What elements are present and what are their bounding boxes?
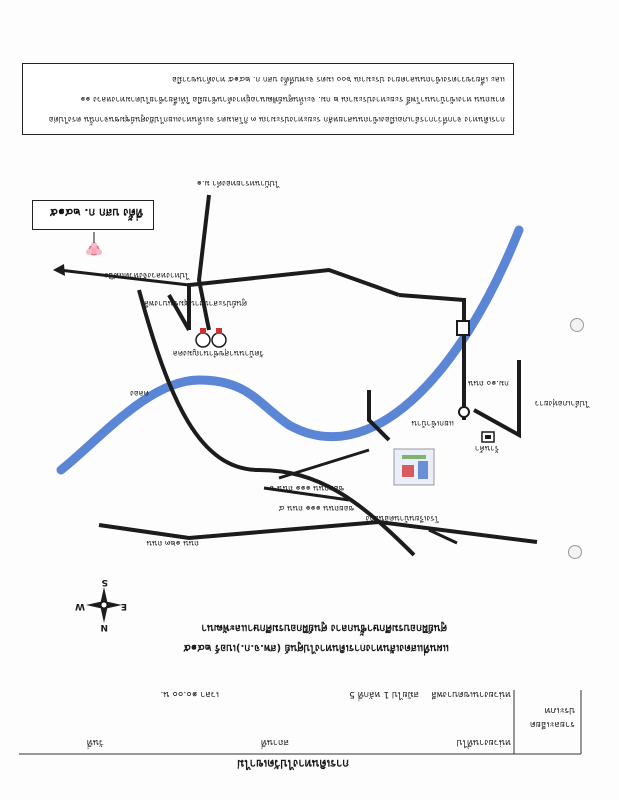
- canal-path: [61, 230, 519, 470]
- label-school: โรงเรียนบ้านดอนย่าง: [365, 514, 439, 523]
- compass-n: N: [100, 622, 108, 632]
- junction-marker-icon: [459, 407, 469, 417]
- header-col-location: สถานที่: [260, 737, 289, 747]
- bridge-icon: [457, 321, 469, 335]
- label-office: ศูนย์ประสานงานชุมชนบางพลี: [144, 299, 247, 308]
- label-canal: คลอง: [130, 389, 149, 398]
- label-road-bottom: ถนน ๑๒๓ ถนน: [146, 539, 199, 548]
- compass-w: W: [75, 601, 85, 611]
- label-intersection: แยกเข้าบ้าน: [411, 419, 454, 428]
- label-road-right: ไปอำเภอทุ่งยาว: [534, 399, 589, 408]
- header-row-ward2: ประเภท: [544, 705, 575, 715]
- label-road-top: ไปบ้านทรายทองคำ ม.๑: [196, 179, 279, 188]
- compass-rose-icon: [86, 587, 122, 623]
- header-col-ward: หน่วยงานที่ไป: [456, 737, 511, 747]
- arrow-head-icon: [53, 264, 65, 276]
- compass-e: E: [120, 601, 127, 611]
- header-row-label: รายละเอียด: [529, 719, 575, 729]
- compass-s: S: [101, 577, 108, 587]
- map-title-line1: แผนที่แสดงเส้นทางการเดินทางไปศูนย์ (สพ.จ.ก.)เบอร์ ๒๔๑๕: [183, 642, 449, 653]
- notice-line-3: และ เลี้ยวขวาตรงเข้าถนนลาดยาง ประมาณ ๖๐๐ เมตร จะพบที่ตั้ง บสก ก. ๒๔๑๕ ทางด้านขวามือ: [172, 75, 505, 84]
- directions-notice: [22, 63, 514, 135]
- destination-box: [32, 200, 154, 230]
- temple-icon: [196, 328, 226, 347]
- header-row-ward: หน่วยงานเขตบางพลี: [431, 689, 511, 699]
- road-soi-lower: [279, 450, 369, 478]
- label-temple: วัดบ้านนาสุขชำนาญมงคล: [172, 349, 264, 358]
- header-row-time: เวลา ๑๐.๐๐ น.: [160, 689, 219, 699]
- label-soi-5: ซอยถนน ๑๑๑ ถนน ๖: [269, 484, 344, 493]
- header-title: การเดินทางไปวัดเขาไม่: [236, 757, 349, 770]
- notice-line-2: ตามถนน ทางเข้าบ้านนาโพธิ์ ระยะทางประมาณ ๒ กม. จะเห็นศูนย์พัฒนาอยู่ทางด้านซ้ายมือ ให้เลี้ยวซ้ายไปตามทางหลวง ๑๑: [80, 95, 505, 104]
- header-col-date: วันที่: [86, 737, 104, 747]
- label-market: ร้านค้า: [474, 444, 499, 453]
- destination-label: ที่ตั้ง บสก ก. ๒๔๑๕: [49, 206, 143, 219]
- road-right-edge: [474, 360, 519, 435]
- school-icon: [394, 449, 434, 485]
- market-icon: [482, 432, 494, 442]
- label-soi-4: ซอยถนน ๑๑๑ ถนน ๔: [278, 504, 354, 513]
- map-title-line2: ศูนย์ฝึกอบรมศึกษาชั้นกลาง ศูนย์ฝึกอบรมศึกษาและพัฒนา: [201, 622, 447, 633]
- destination-flower-icon: [86, 242, 102, 255]
- label-road-left: ไปทางหลวงจังหวัดแม่ปิง: [104, 271, 189, 280]
- notice-line-1: การเดินทาง จากที่ว่าการอำเภอเมืองเข้าถนนสายหลัก ระยะทางประมาณ ๓ กิโลเมตร จะเห็นทางแยกไปยังศูนย์ชุมชนจากนั้น ตรงไปต่อ: [48, 115, 505, 124]
- header-row-date: สมัยไป 1 หลักที่ 5: [349, 689, 419, 699]
- label-km: กม.๑๐ ถนน: [468, 379, 509, 388]
